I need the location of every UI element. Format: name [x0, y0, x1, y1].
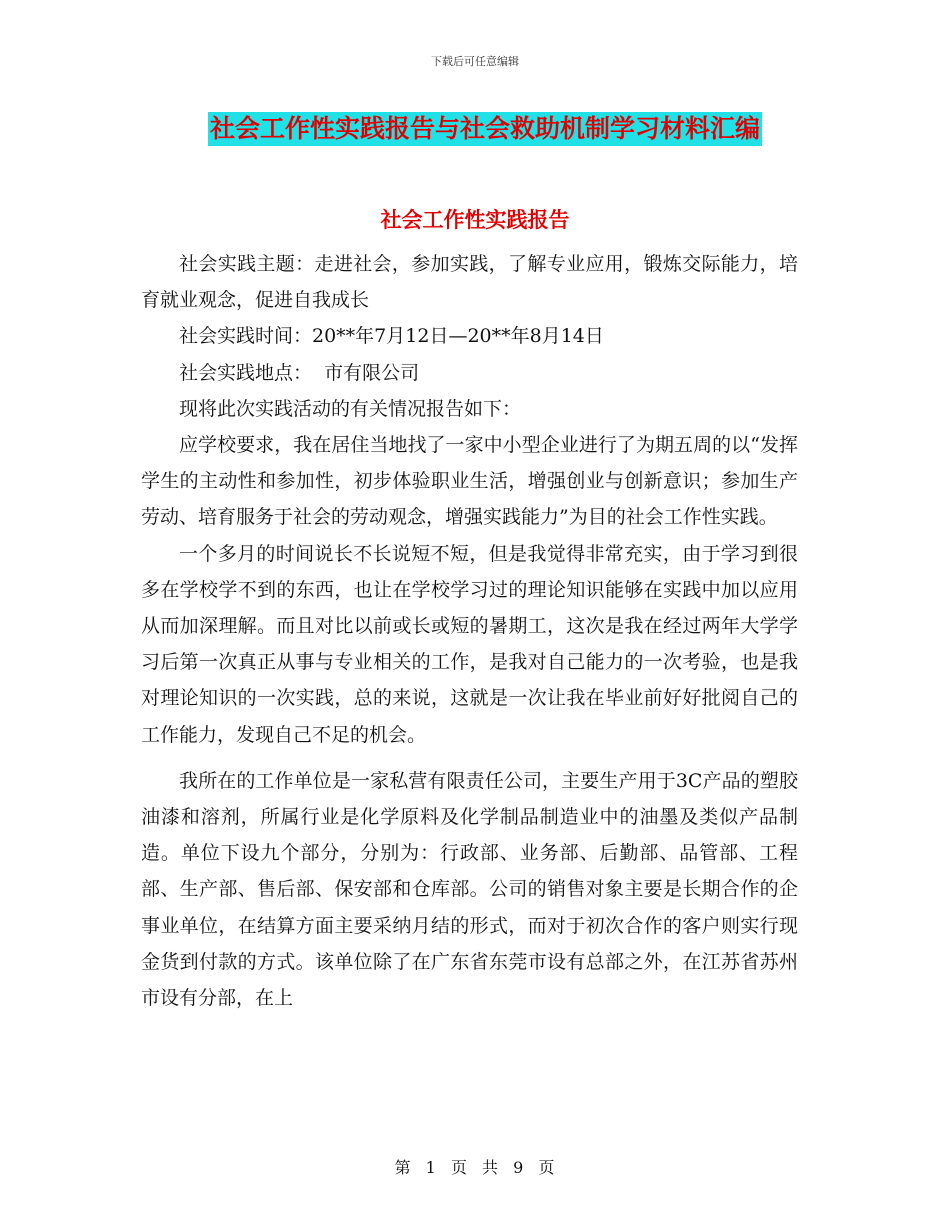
section-title: 社会工作性实践报告 [380, 208, 570, 232]
header-note: 下载后可任意编辑 [431, 55, 519, 68]
paragraph-theme: 社会实践主题：走进社会，参加实践，了解专业应用，锻炼交际能力，培育就业观念，促进自我成长 [141, 253, 798, 312]
paragraph-time: 社会实践时间：20**年7月12日—20**年8月14日 [179, 325, 604, 348]
paragraph-company: 我所在的工作单位是一家私营有限责任公司，主要生产用于3C产品的塑胶油漆和溶剂，所属行业是化学原料及化学制品制造业中的油墨及类似产品制造。单位下设九个部分，分别为：行政部、业务部、后勤部、品管部、工程部、生产部、售后部、保安部和仓库部。公司的销售对象主要是长期合作的企事业单位，在结算方面主要采纳月结的形式，而对于初次合作的客户则实行现金货到付款的方式。该单位除了在广东省东莞市设有总部之外，在江苏省苏州市设有分部，在上 [141, 769, 798, 1010]
document-title: 社会工作性实践报告与社会救助机制学习材料汇编 [208, 112, 762, 146]
report-body [141, 246, 798, 1016]
page-footer: 第 1 页 共 9 页 [394, 1158, 556, 1177]
paragraph-intro: 现将此次实践活动的有关情况报告如下： [179, 397, 522, 420]
paragraph-purpose: 应学校要求，我在居住当地找了一家中小型企业进行了为期五周的以“发挥学生的主动性和参加性，初步体验职业生活，增强创业与创新意识；参加生产劳动、培育服务于社会的劳动观念，增强实践能力”为目的社会工作性实践。 [141, 434, 798, 529]
paragraph-experience: 一个多月的时间说长不长说短不短，但是我觉得非常充实，由于学习到很多在学校学不到的东西，也让在学校学习过的理论知识能够在实践中加以应用从而加深理解。而且对比以前或长或短的暑期工，这次是我在经过两年大学学习后第一次真正从事与专业相关的工作，是我对自己能力的一次考验，也是我对理论知识的一次实践，总的来说，这就是一次让我在毕业前好好批阅自己的工作能力，发现自己不足的机会。 [141, 542, 798, 746]
paragraph-location: 社会实践地点： 市有限公司 [179, 361, 420, 384]
